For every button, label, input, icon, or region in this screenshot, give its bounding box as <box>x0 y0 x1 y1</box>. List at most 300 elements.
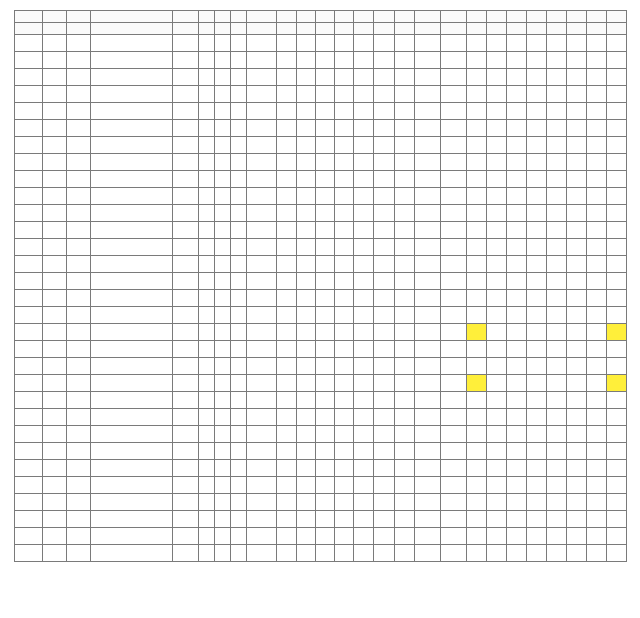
table-cell <box>297 392 316 409</box>
table-cell <box>587 443 607 460</box>
table-cell <box>199 290 215 307</box>
table-cell <box>43 392 67 409</box>
table-cell <box>354 392 374 409</box>
table-cell <box>247 358 277 375</box>
table-cell <box>335 222 354 239</box>
table-cell <box>297 290 316 307</box>
table-cell <box>441 120 467 137</box>
table-cell <box>247 239 277 256</box>
table-cell <box>316 120 335 137</box>
table-cell <box>467 392 487 409</box>
table-cell <box>567 69 587 86</box>
table-cell <box>507 256 527 273</box>
table-cell <box>173 528 199 545</box>
table-cell <box>231 103 247 120</box>
table-cell <box>395 273 415 290</box>
table-cell <box>507 103 527 120</box>
header-cell <box>91 23 173 35</box>
table-cell <box>247 188 277 205</box>
table-cell <box>43 35 67 52</box>
table-cell <box>527 171 547 188</box>
table-row <box>15 154 627 171</box>
table-cell <box>507 528 527 545</box>
table-cell <box>487 154 507 171</box>
table-cell <box>607 290 627 307</box>
table-cell <box>567 35 587 52</box>
table-cell <box>395 545 415 562</box>
table-cell <box>441 443 467 460</box>
table-cell <box>587 35 607 52</box>
table-cell <box>277 171 297 188</box>
table-cell <box>415 171 441 188</box>
table-cell <box>247 409 277 426</box>
table-cell <box>43 375 67 392</box>
table-cell <box>199 52 215 69</box>
table-cell <box>316 477 335 494</box>
table-cell <box>15 426 43 443</box>
table-cell <box>199 511 215 528</box>
table-cell <box>547 324 567 341</box>
table-cell <box>335 528 354 545</box>
table-cell <box>335 511 354 528</box>
table-cell <box>67 154 91 171</box>
table-cell <box>467 290 487 307</box>
table-row <box>15 103 627 120</box>
table-cell <box>91 375 173 392</box>
table-cell <box>15 205 43 222</box>
table-cell <box>15 86 43 103</box>
table-cell <box>567 358 587 375</box>
table-cell <box>316 460 335 477</box>
table-cell <box>231 477 247 494</box>
header-cell <box>67 11 91 23</box>
table-cell <box>607 69 627 86</box>
table-cell <box>231 494 247 511</box>
table-cell <box>231 256 247 273</box>
table-cell <box>547 477 567 494</box>
table-cell <box>297 511 316 528</box>
table-cell <box>567 273 587 290</box>
table-cell <box>374 256 395 273</box>
table-cell <box>467 222 487 239</box>
table-cell <box>374 35 395 52</box>
table-cell <box>277 103 297 120</box>
table-row <box>15 426 627 443</box>
table-cell <box>415 86 441 103</box>
table-cell <box>231 358 247 375</box>
table-cell <box>441 137 467 154</box>
table-cell <box>277 205 297 222</box>
table-cell <box>173 290 199 307</box>
table-cell <box>91 171 173 188</box>
table-cell <box>335 494 354 511</box>
table-cell <box>567 426 587 443</box>
table-cell <box>297 324 316 341</box>
table-cell <box>43 477 67 494</box>
table-cell <box>231 290 247 307</box>
table-cell <box>415 545 441 562</box>
table-cell <box>487 545 507 562</box>
table-cell <box>547 120 567 137</box>
table-cell <box>43 273 67 290</box>
table-cell <box>487 188 507 205</box>
table-cell <box>507 375 527 392</box>
table-cell <box>547 307 567 324</box>
table-row <box>15 35 627 52</box>
table-cell <box>91 426 173 443</box>
table-cell <box>199 528 215 545</box>
header-cell <box>316 23 335 35</box>
table-cell <box>67 443 91 460</box>
table-cell <box>507 188 527 205</box>
table-cell <box>441 222 467 239</box>
table-cell <box>215 103 231 120</box>
table-cell <box>335 392 354 409</box>
header-cell <box>199 11 215 23</box>
header-cell <box>487 11 507 23</box>
table-cell <box>297 307 316 324</box>
table-cell <box>567 290 587 307</box>
table-cell <box>335 256 354 273</box>
table-cell <box>199 273 215 290</box>
table-cell <box>247 103 277 120</box>
table-cell <box>507 239 527 256</box>
table-cell <box>215 273 231 290</box>
table-cell <box>173 35 199 52</box>
table-cell <box>507 120 527 137</box>
table-cell <box>374 86 395 103</box>
table-cell <box>15 103 43 120</box>
table-cell <box>215 358 231 375</box>
table-cell <box>395 460 415 477</box>
table-cell <box>487 528 507 545</box>
table-row <box>15 511 627 528</box>
table-cell <box>374 409 395 426</box>
table-cell <box>15 120 43 137</box>
table-cell <box>316 443 335 460</box>
table-cell <box>231 188 247 205</box>
table-cell <box>527 120 547 137</box>
table-cell <box>415 528 441 545</box>
table-cell <box>587 239 607 256</box>
table-cell <box>277 409 297 426</box>
table-cell <box>547 256 567 273</box>
table-cell <box>247 460 277 477</box>
table-cell <box>395 409 415 426</box>
table-cell <box>173 120 199 137</box>
table-cell <box>487 426 507 443</box>
table-cell <box>395 375 415 392</box>
table-cell <box>547 52 567 69</box>
table-cell <box>467 239 487 256</box>
table-cell <box>567 188 587 205</box>
table-cell <box>297 494 316 511</box>
table-cell <box>173 137 199 154</box>
table-cell <box>215 477 231 494</box>
table-cell <box>173 205 199 222</box>
table-cell <box>567 375 587 392</box>
table-cell <box>316 256 335 273</box>
table-cell <box>15 392 43 409</box>
table-cell <box>374 460 395 477</box>
table-cell <box>607 307 627 324</box>
table-cell <box>354 222 374 239</box>
table-cell <box>354 205 374 222</box>
table-cell <box>67 256 91 273</box>
table-cell <box>587 52 607 69</box>
table-cell <box>43 358 67 375</box>
table-cell <box>199 86 215 103</box>
table-cell <box>297 52 316 69</box>
table-cell <box>354 171 374 188</box>
table-cell <box>15 443 43 460</box>
table-cell <box>567 239 587 256</box>
header-cell <box>297 11 316 23</box>
table-cell <box>527 324 547 341</box>
header-cell <box>91 11 173 23</box>
table-cell <box>587 222 607 239</box>
table-cell <box>547 154 567 171</box>
table-cell <box>43 222 67 239</box>
table-cell <box>173 324 199 341</box>
table-cell <box>354 375 374 392</box>
table-cell <box>91 545 173 562</box>
table-cell <box>215 188 231 205</box>
table-cell <box>297 205 316 222</box>
table-cell <box>567 86 587 103</box>
table-cell <box>527 35 547 52</box>
table-cell <box>215 324 231 341</box>
table-cell <box>607 86 627 103</box>
table-cell <box>467 545 487 562</box>
table-cell <box>607 511 627 528</box>
table-cell <box>441 188 467 205</box>
table-cell <box>374 154 395 171</box>
table-cell <box>507 86 527 103</box>
table-cell <box>277 443 297 460</box>
table-cell <box>395 35 415 52</box>
table-row <box>15 409 627 426</box>
table-cell <box>335 86 354 103</box>
table-cell <box>547 545 567 562</box>
table-cell <box>277 290 297 307</box>
header-cell <box>199 23 215 35</box>
table-cell <box>173 52 199 69</box>
table-cell <box>527 392 547 409</box>
table-cell <box>15 273 43 290</box>
table-cell <box>415 341 441 358</box>
header-cell <box>395 23 415 35</box>
table-cell <box>277 375 297 392</box>
table-cell <box>395 86 415 103</box>
table-cell <box>91 205 173 222</box>
table-cell <box>374 273 395 290</box>
table-cell <box>607 324 627 341</box>
table-cell <box>247 120 277 137</box>
table-cell <box>527 443 547 460</box>
table-cell <box>354 324 374 341</box>
table-cell <box>374 494 395 511</box>
table-cell <box>231 171 247 188</box>
table-row <box>15 494 627 511</box>
table-cell <box>547 35 567 52</box>
table-cell <box>15 154 43 171</box>
table-cell <box>547 375 567 392</box>
table-cell <box>199 239 215 256</box>
table-cell <box>316 273 335 290</box>
table-row <box>15 52 627 69</box>
table-cell <box>335 443 354 460</box>
table-cell <box>316 52 335 69</box>
table-cell <box>67 120 91 137</box>
table-cell <box>67 409 91 426</box>
header-row <box>15 23 627 35</box>
table-cell <box>587 460 607 477</box>
table-cell <box>67 341 91 358</box>
table-cell <box>507 290 527 307</box>
table-cell <box>15 171 43 188</box>
table-cell <box>507 392 527 409</box>
table-cell <box>547 511 567 528</box>
table-cell <box>277 154 297 171</box>
table-cell <box>199 443 215 460</box>
table-cell <box>173 392 199 409</box>
table-cell <box>607 52 627 69</box>
table-cell <box>67 477 91 494</box>
table-cell <box>354 358 374 375</box>
table-cell <box>527 273 547 290</box>
table-cell <box>441 239 467 256</box>
table-cell <box>231 205 247 222</box>
table-cell <box>395 426 415 443</box>
table-cell <box>395 188 415 205</box>
table-cell <box>316 307 335 324</box>
table-cell <box>547 188 567 205</box>
table-row <box>15 86 627 103</box>
header-cell <box>567 11 587 23</box>
table-cell <box>527 52 547 69</box>
header-cell <box>374 23 395 35</box>
table-cell <box>607 545 627 562</box>
table-cell <box>395 307 415 324</box>
header-cell <box>335 11 354 23</box>
table-cell <box>316 341 335 358</box>
table-cell <box>215 205 231 222</box>
table-row <box>15 273 627 290</box>
table-cell <box>91 460 173 477</box>
table-cell <box>467 69 487 86</box>
table-cell <box>277 86 297 103</box>
table-cell <box>441 86 467 103</box>
table-cell <box>487 375 507 392</box>
table-cell <box>487 103 507 120</box>
table-cell <box>507 171 527 188</box>
table-cell <box>231 528 247 545</box>
table-cell <box>374 120 395 137</box>
table-cell <box>297 69 316 86</box>
table-cell <box>415 477 441 494</box>
table-cell <box>487 52 507 69</box>
table-cell <box>277 358 297 375</box>
table-cell <box>547 392 567 409</box>
table-cell <box>395 120 415 137</box>
table-cell <box>67 69 91 86</box>
table-cell <box>173 375 199 392</box>
table-cell <box>374 103 395 120</box>
table-cell <box>335 358 354 375</box>
table-cell <box>527 103 547 120</box>
table-cell <box>67 511 91 528</box>
table-cell <box>567 222 587 239</box>
table-cell <box>587 392 607 409</box>
table-cell <box>354 239 374 256</box>
table-cell <box>91 103 173 120</box>
table-cell <box>374 324 395 341</box>
table-cell <box>215 86 231 103</box>
table-cell <box>199 307 215 324</box>
table-cell <box>374 443 395 460</box>
table-cell <box>199 205 215 222</box>
table-cell <box>607 273 627 290</box>
table-cell <box>91 137 173 154</box>
table-cell <box>43 103 67 120</box>
table-cell <box>567 307 587 324</box>
table-cell <box>467 35 487 52</box>
table-cell <box>297 256 316 273</box>
table-cell <box>527 460 547 477</box>
table-cell <box>607 341 627 358</box>
table-cell <box>395 477 415 494</box>
table-cell <box>567 137 587 154</box>
table-cell <box>547 273 567 290</box>
table-cell <box>247 154 277 171</box>
table-cell <box>67 52 91 69</box>
table-cell <box>231 239 247 256</box>
table-cell <box>467 120 487 137</box>
table-cell <box>43 69 67 86</box>
table-cell <box>335 239 354 256</box>
table-cell <box>587 137 607 154</box>
table-cell <box>43 460 67 477</box>
table-cell <box>215 222 231 239</box>
table-cell <box>374 290 395 307</box>
table-cell <box>547 205 567 222</box>
header-cell <box>395 11 415 23</box>
table-cell <box>247 375 277 392</box>
table-cell <box>247 256 277 273</box>
table-cell <box>91 52 173 69</box>
table-cell <box>354 103 374 120</box>
table-cell <box>487 341 507 358</box>
table-cell <box>67 273 91 290</box>
table-cell <box>316 409 335 426</box>
table-cell <box>215 375 231 392</box>
table-cell <box>415 52 441 69</box>
table-cell <box>507 137 527 154</box>
table-cell <box>247 205 277 222</box>
table-cell <box>247 392 277 409</box>
table-cell <box>277 426 297 443</box>
table-cell <box>67 307 91 324</box>
table-row <box>15 171 627 188</box>
table-cell <box>231 443 247 460</box>
table-cell <box>91 222 173 239</box>
header-cell <box>547 23 567 35</box>
table-cell <box>15 375 43 392</box>
table-cell <box>527 256 547 273</box>
table-cell <box>277 137 297 154</box>
table-cell <box>395 290 415 307</box>
